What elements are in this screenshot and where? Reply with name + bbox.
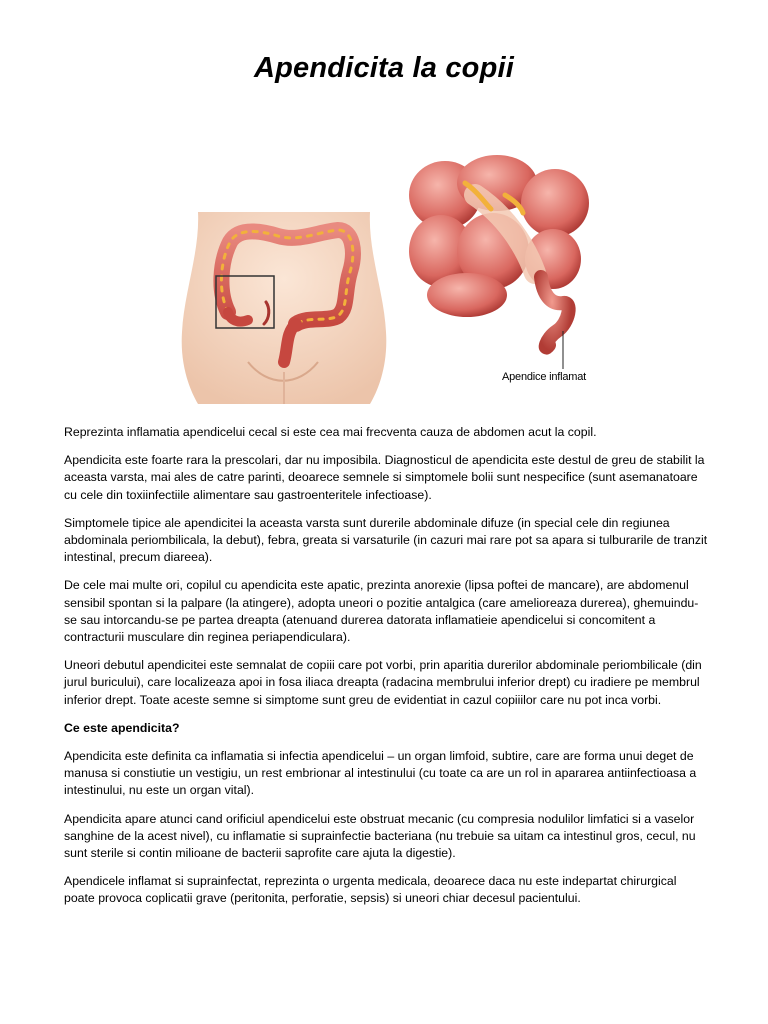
paragraph-cause: Apendicita apare atunci cand orificiul apendicelui este obstruat mecanic (cu compresia nodulilor limfatici si a vaselor sanghine de la acest nivel), cu inflamatie si suprainfectie bacteriana (nu trebuie sa uitam ca intestinul gros, cecul, nu sunt sterile si contin milioane de bacterii saprofite care ajuta la digestie). [64, 811, 696, 861]
paragraph-preschoolers: Apendicita este foarte rara la prescolari, dar nu imposibila. Diagnosticul de apendicita este destul de greu de stabilit la aceasta varsta, mai ales de catre parinti, deoarece semnele si simptomele bolii sunt nespecifice (sunt asemanatoare cu cele din toxiinfectiile alimentare sau gastroenteritele infectioase). [64, 453, 705, 502]
torso-colon-illustration [178, 212, 390, 404]
paragraph-child-behavior: De cele mai multe ori, copilul cu apendicita este apatic, prezinta anorexie (lipsa poftei de mancare), are abdomenul sensibil spontan si la palpare (la atingere), adopta uneori o pozitie antalgica (care amelioreaza durerea), ghemuindu-se sau intorcandu-se pe partea dreapta (atenuand durerea datorata inflamatieie apendicelui si concomitent a contracturii musculare din reginea periapendiculara). [64, 578, 699, 645]
page-title: Apendicita la copii [253, 52, 514, 84]
paragraph-definition: Reprezinta inflamatia apendicelui cecal si este cea mai frecventa cauza de abdomen acut la copil. [64, 425, 597, 439]
section-heading: Ce este apendicita? [64, 720, 180, 735]
inflamed-appendix-illustration [405, 155, 591, 390]
paragraph-what-is: Apendicita este definita ca inflamatia si infectia apendicelui – un organ limfoid, subtire, care are forma unui deget de manusa si constiutie un vestigiu, un rest embrionar al intestinului (cu toate ca are un rol in apararea antiinfectioasa a intestinului, nu este un organ vital). [64, 749, 697, 798]
paragraph-typical-symptoms: Simptomele tipice ale apendicitei la aceasta varsta sunt durerile abdominale difuze (in special cele din regiunea abdominala periombilicala, la debut), febra, greata si varsaturile (in cazuri mai rare pot sa apara si tulburarile de tranzit intestinal, precum diareea). [64, 515, 708, 565]
article-body [64, 424, 708, 919]
paragraph-onset: Uneori debutul apendicitei este semnalat de copiii care pot vorbi, prin aparitia durerilor abdominale periombilicale (din jurul buricului), care localizeaza apoi in fosa iliaca dreapta (radacina membrului inferior drept) cu iradiere pe membrul inferior drept. Toate aceste semne si simptome sunt greu de evidentiat in cazul copiiilor care nu pot inca vorbi. [64, 658, 702, 707]
figure-caption: Apendice inflamat [502, 371, 587, 383]
paragraph-emergency: Apendicele inflamat si suprainfectat, reprezinta o urgenta medicala, deoarece daca nu este indepartat chirurgical poate provoca coplicatii grave (peritonita, perforatie, sepsis) si uneori chiar decesul pacientului. [64, 874, 677, 906]
